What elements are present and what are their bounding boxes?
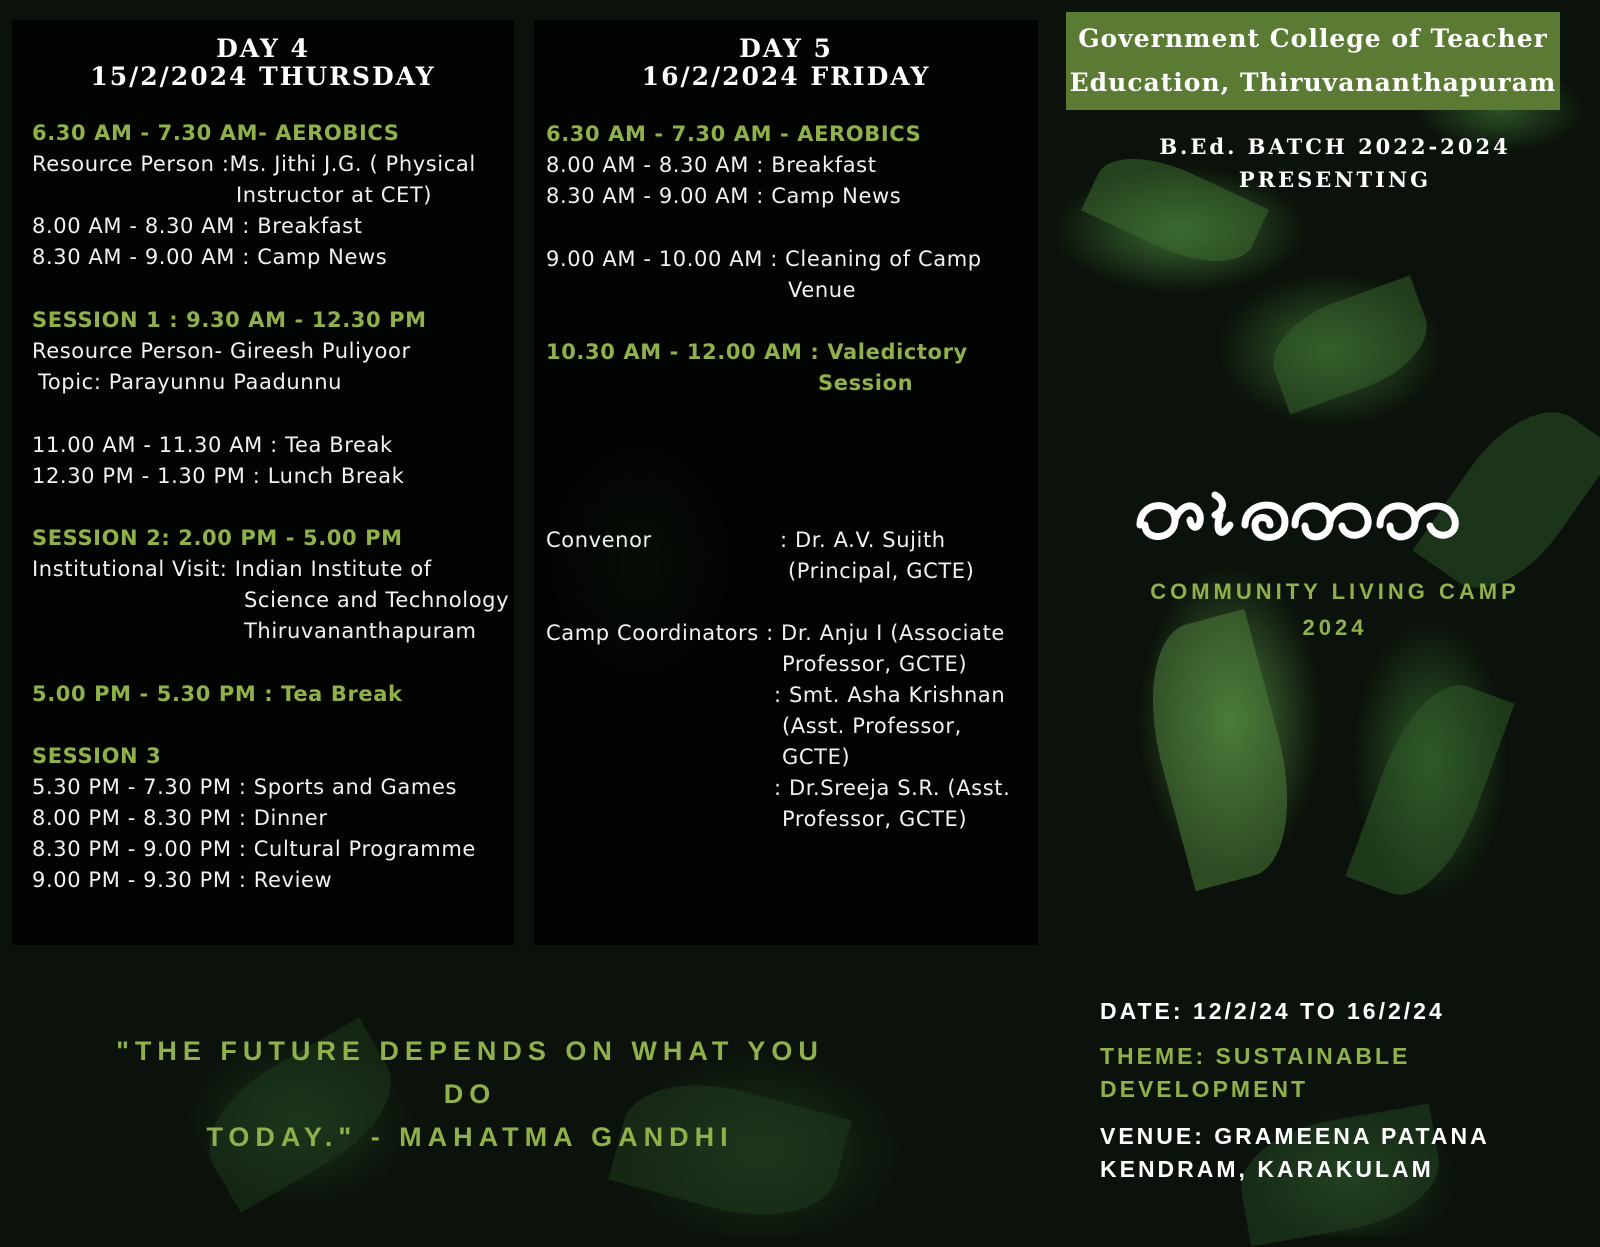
quote-line: "THE FUTURE DEPENDS ON WHAT YOU DO <box>116 1036 824 1109</box>
convenor-role: (Principal, GCTE) <box>788 559 975 583</box>
batch-label: B.Ed. BATCH 2022-2024 <box>1159 134 1511 159</box>
coordinators-line: (Asst. Professor, <box>782 714 962 738</box>
schedule-line: 9.00 PM - 9.30 PM : Review <box>32 868 333 892</box>
schedule-line: 8.30 PM - 9.00 PM : Cultural Programme <box>32 837 476 861</box>
coordinators-line: : Smt. Asha Krishnan <box>774 683 1006 707</box>
session-heading: SESSION 3 <box>32 744 162 768</box>
quote-line: TODAY." - MAHATMA GANDHI <box>206 1122 734 1152</box>
event-venue: KENDRAM, KARAKULAM <box>1100 1156 1434 1182</box>
day4-heading: DAY 4 <box>216 34 310 63</box>
session-heading: SESSION 1 : 9.30 AM - 12.30 PM <box>32 308 427 332</box>
schedule-line: Venue <box>788 278 857 302</box>
college-name-line: Government College of Teacher <box>1078 24 1548 53</box>
schedule-line: 10.30 AM - 12.00 AM : Valedictory <box>546 340 968 364</box>
event-venue: VENUE: GRAMEENA PATANA <box>1100 1123 1490 1149</box>
gandhi-quote <box>100 1030 840 1159</box>
day5-heading: DAY 5 <box>739 34 833 63</box>
schedule-line: 8.30 AM - 9.00 AM : Camp News <box>546 184 902 208</box>
schedule-line: 5.30 PM - 7.30 PM : Sports and Games <box>32 775 458 799</box>
college-name-line: Education, Thiruvananthapuram <box>1069 68 1557 97</box>
college-title-box <box>1066 12 1560 110</box>
coordinators-line: Camp Coordinators : Dr. Anju I (Associate <box>546 621 1005 645</box>
schedule-line: 5.00 PM - 5.30 PM : Tea Break <box>32 682 403 706</box>
schedule-line: 8.00 AM - 8.30 AM : Breakfast <box>546 153 877 177</box>
event-theme: DEVELOPMENT <box>1100 1076 1309 1102</box>
schedule-line: Instructor at CET) <box>236 183 433 207</box>
schedule-line: Topic: Parayunnu Paadunnu <box>38 370 343 394</box>
coordinators-line: Professor, GCTE) <box>782 652 968 676</box>
convenor-name: : Dr. A.V. Sujith <box>780 528 946 552</box>
schedule-line: Science and Technology <box>244 588 510 612</box>
day5-date: 16/2/2024 FRIDAY <box>641 62 931 91</box>
leaf-shape <box>1345 670 1514 911</box>
coordinators-line: GCTE) <box>782 745 851 769</box>
day4-panel <box>12 20 514 945</box>
schedule-line: 12.30 PM - 1.30 PM : Lunch Break <box>32 464 405 488</box>
schedule-line: Resource Person :Ms. Jithi J.G. ( Physical <box>32 152 476 176</box>
convenor-label: Convenor <box>546 528 652 552</box>
schedule-line: 8.30 AM - 9.00 AM : Camp News <box>32 245 388 269</box>
day5-panel <box>534 20 1038 945</box>
coordinators-line: : Dr.Sreeja S.R. (Asst. <box>774 776 1011 800</box>
schedule-line: 8.00 PM - 8.30 PM : Dinner <box>32 806 328 830</box>
schedule-line: Session <box>818 371 914 395</box>
camp-title-malayalam <box>1120 470 1520 560</box>
schedule-line: 6.30 AM - 7.30 AM- AEROBICS <box>32 121 400 145</box>
event-theme: THEME: SUSTAINABLE <box>1100 1043 1411 1069</box>
day4-date: 15/2/2024 THURSDAY <box>90 62 436 91</box>
schedule-line: 11.00 AM - 11.30 AM : Tea Break <box>32 433 393 457</box>
presenting-label: PRESENTING <box>1238 167 1432 192</box>
session-heading: SESSION 2: 2.00 PM - 5.00 PM <box>32 526 403 550</box>
schedule-line: 9.00 AM - 10.00 AM : Cleaning of Camp <box>546 247 982 271</box>
camp-name: COMMUNITY LIVING CAMP <box>1150 579 1520 604</box>
schedule-line: Thiruvananthapuram <box>244 619 477 643</box>
schedule-line: Institutional Visit: Indian Institute of <box>32 557 432 581</box>
schedule-line: Resource Person- Gireesh Puliyoor <box>32 339 411 363</box>
event-date: DATE: 12/2/24 TO 16/2/24 <box>1100 998 1445 1024</box>
malayalam-script-graphic <box>1120 470 1520 560</box>
leaf-shape <box>1259 275 1440 414</box>
schedule-line: 8.00 AM - 8.30 AM : Breakfast <box>32 214 363 238</box>
leaf-shape <box>1128 609 1311 891</box>
schedule-line: 6.30 AM - 7.30 AM - AEROBICS <box>546 122 922 146</box>
camp-year: 2024 <box>1302 615 1368 640</box>
coordinators-line: Professor, GCTE) <box>782 807 968 831</box>
